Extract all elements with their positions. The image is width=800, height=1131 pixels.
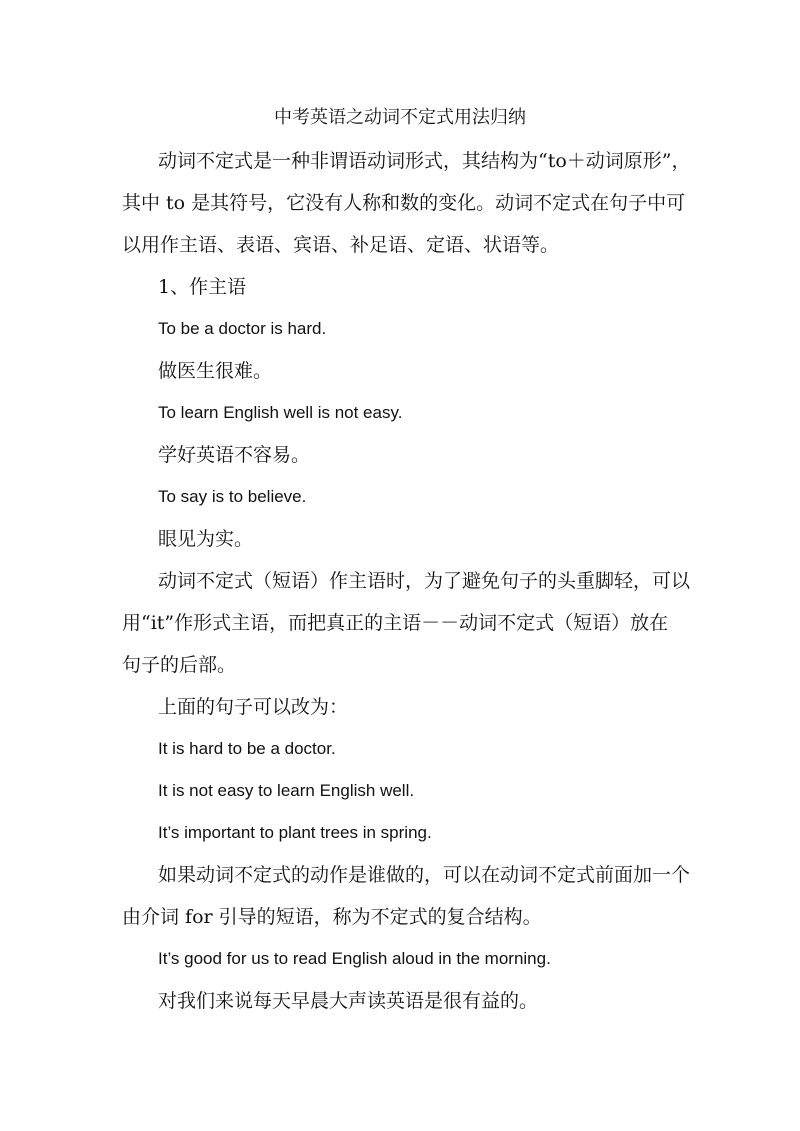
example-zh-3: 眼见为实。 <box>158 528 254 550</box>
para3-line-2: 由介词 for 引导的短语，称为不定式的复合结构。 <box>122 906 542 928</box>
para2-line-2: 用“it”作形式主语，而把真正的主语－－动词不定式（短语）放在 <box>122 612 669 634</box>
example-zh-1: 做医生很难。 <box>158 360 273 382</box>
intro-line-1: 动词不定式是一种非谓语动词形式，其结构为“to＋动词原形”， <box>158 150 691 172</box>
rewrite-sentence-1: It is hard to be a doctor. <box>158 739 336 758</box>
final-example-en: It’s good for us to read English aloud in the morning. <box>158 949 551 968</box>
rewrite-intro: 上面的句子可以改为： <box>158 696 349 718</box>
para2-line-3: 句子的后部。 <box>122 654 237 676</box>
example-en-1: To be a doctor is hard. <box>158 319 327 338</box>
example-en-2: To learn English well is not easy. <box>158 403 403 422</box>
intro-line-3: 以用作主语、表语、宾语、补足语、定语、状语等。 <box>122 234 560 256</box>
para3-line-1: 如果动词不定式的动作是谁做的，可以在动词不定式前面加一个 <box>158 864 691 886</box>
example-en-3: To say is to believe. <box>158 487 307 506</box>
section-heading-subject: 1、作主语 <box>158 276 247 298</box>
final-example-zh: 对我们来说每天早晨大声读英语是很有益的。 <box>158 990 539 1012</box>
intro-line-2: 其中 to 是其符号，它没有人称和数的变化。动词不定式在句子中可 <box>122 192 686 214</box>
rewrite-sentence-3: It’s important to plant trees in spring. <box>158 823 432 842</box>
example-zh-2: 学好英语不容易。 <box>158 444 311 466</box>
rewrite-sentence-2: It is not easy to learn English well. <box>158 781 415 800</box>
para2-line-1: 动词不定式（短语）作主语时，为了避免句子的头重脚轻，可以 <box>158 570 691 592</box>
document-title: 中考英语之动词不定式用法归纳 <box>274 107 526 128</box>
